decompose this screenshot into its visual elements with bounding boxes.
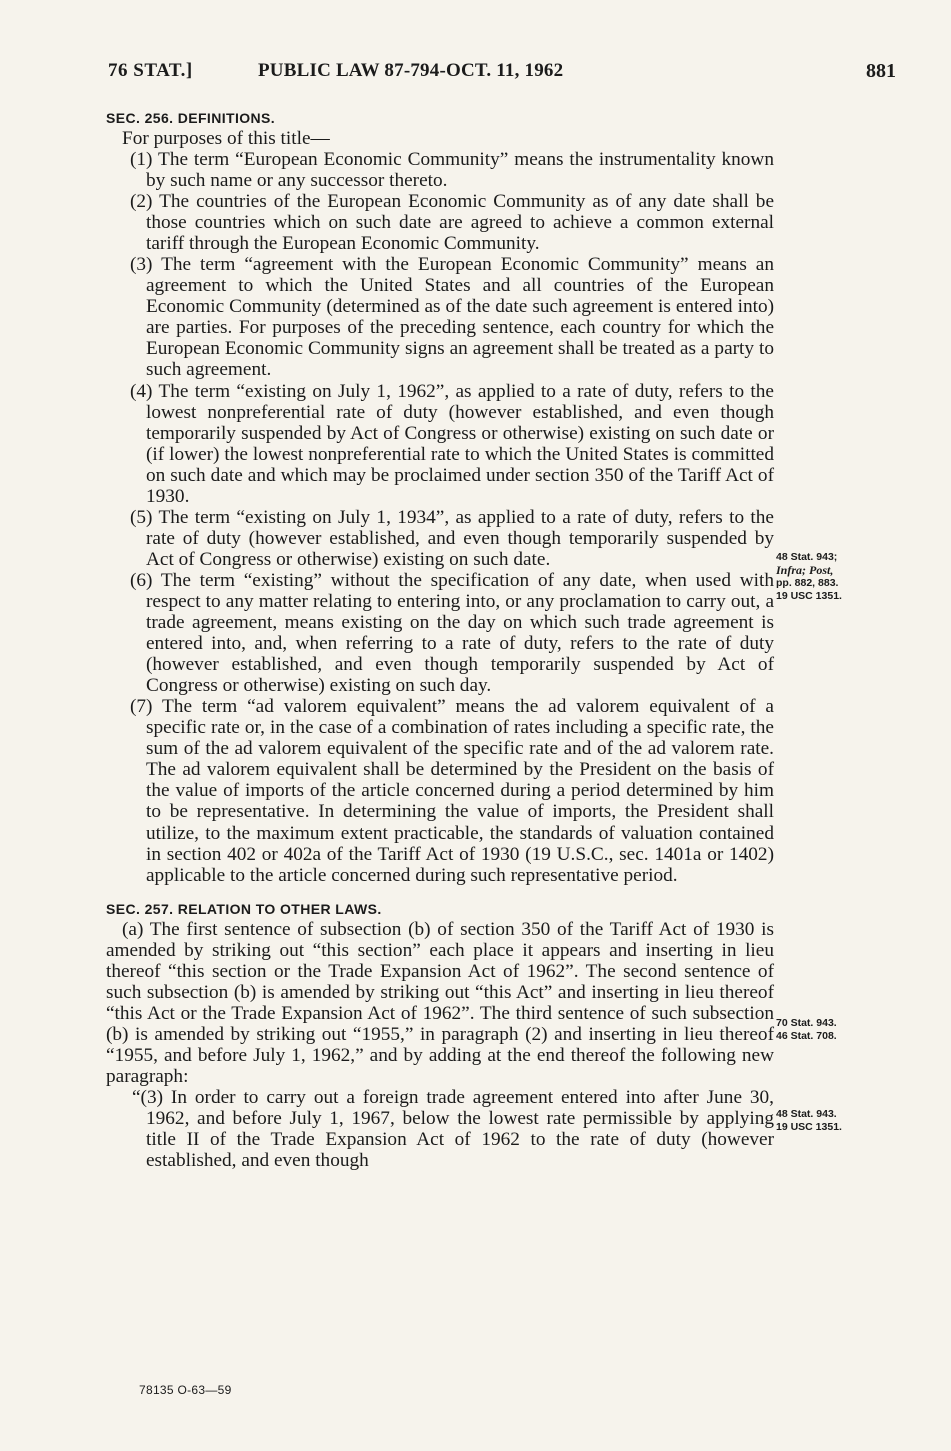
citation-line: Infra; Post, <box>776 563 834 577</box>
running-header <box>0 60 951 90</box>
citation-line: 48 Stat. 943; <box>776 551 838 563</box>
margin-citation-2 <box>776 1017 837 1043</box>
law-title: PUBLIC LAW 87-794-OCT. 11, 1962 <box>258 60 564 81</box>
volume-label: 76 STAT.] <box>108 60 193 81</box>
section-256-intro: For purposes of this title— <box>122 128 330 149</box>
definition-2: (2) The countries of the European Economic Community as of any date shall be those countries which on such date are agreed to achieve a common external tariff through the European Economic Community. <box>130 191 774 255</box>
section-256-heading: SEC. 256. DEFINITIONS. <box>106 110 276 126</box>
citation-line: 46 Stat. 708. <box>776 1030 837 1042</box>
citation-line: 70 Stat. 943. <box>776 1017 837 1029</box>
definition-4: (4) The term “existing on July 1, 1962”, as applied to a rate of duty, refers to the lowest nonpreferential rate of duty (however established, and even though temporarily suspended by Act of Congress or otherwise) existing on such date or (if lower) the lowest nonpreferential rate to which the United States is committed on such date and which may be proclaimed under section 350 of the Tariff Act of 1930. <box>130 380 774 507</box>
margin-citation-1 <box>776 551 842 603</box>
main-text <box>106 108 774 1171</box>
section-257-a: (a) The first sentence of subsection (b) of section 350 of the Tariff Act of 1930 is amended by striking out “this section” each place it appears and inserting in lieu thereof “this section or the Trade Expansion Act of 1962”. The second sentence of such subsection (b) is amended by striking out “this Act” and inserting in lieu thereof “this Act or the Trade Expansion Act of 1962”. The third sentence of such subsection (b) is amended by striking out “1955,” in paragraph (2) and inserting in lieu thereof “1955, and before July 1, 1962,” and by adding at the end thereof the following new paragraph: <box>106 918 774 1087</box>
citation-line: pp. 882, 883. <box>776 577 839 589</box>
margin-citation-3 <box>776 1108 842 1134</box>
definition-5: (5) The term “existing on July 1, 1934”, as applied to a rate of duty, refers to the rate of duty (however established, and even though temporarily suspended by Act of Congress or otherwise) existing on such date. <box>130 506 774 570</box>
page-number: 881 <box>866 60 896 82</box>
section-257-heading: SEC. 257. RELATION TO OTHER LAWS. <box>106 900 382 917</box>
definition-7: (7) The term “ad valorem equivalent” means the ad valorem equivalent of a specific rate or, in the case of a combination of rates including a specific rate, the sum of the ad valorem equivalent of the specific rate and of the ad valorem rate. The ad valorem equivalent shall be determined by the President on the basis of the value of imports of the article concerned during a period determined by him to be representative. In determining the value of imports, the President shall utilize, to the maximum extent practicable, the standards of valuation contained in section 402 or 402a of the Tariff Act of 1930 (19 U.S.C., sec. 1401a or 1402) applicable to the article concerned during such representative period. <box>130 696 774 886</box>
citation-line: 19 USC 1351. <box>776 590 842 602</box>
citation-line: 19 USC 1351. <box>776 1121 842 1133</box>
definition-6: (6) The term “existing” without the specification of any date, when used with respect to any matter relating to entering into, or any proclamation to carry out, a trade agreement, means existing on the day on which such trade agreement is entered into, and, when referring to a rate of duty, refers to the rate of duty (however established, and even though temporarily suspended by Act of Congress or otherwise) existing on such day. <box>130 569 774 697</box>
citation-line: 48 Stat. 943. <box>776 1108 837 1120</box>
definition-1: (1) The term “European Economic Community” means the instrumentality known by such name or any successor thereto. <box>130 149 774 192</box>
definition-3: (3) The term “agreement with the European Economic Community” means an agreement to which the United States and all countries of the European Economic Community (determined as of the date such agreement is entered into) are parties. For purposes of the preceding sentence, each country for which the European Economic Community signs an agreement shall be treated as a party to such agreement. <box>130 254 774 381</box>
print-code-footer: 78135 O-63—59 <box>139 1383 232 1397</box>
quoted-paragraph-3: “(3) In order to carry out a foreign trade agreement entered into after June 30, 1962, and before July 1, 1967, below the lowest rate permissible by applying title II of the Trade Expansion Act of 1962 to the rate of duty (however established, and even though <box>132 1087 774 1172</box>
